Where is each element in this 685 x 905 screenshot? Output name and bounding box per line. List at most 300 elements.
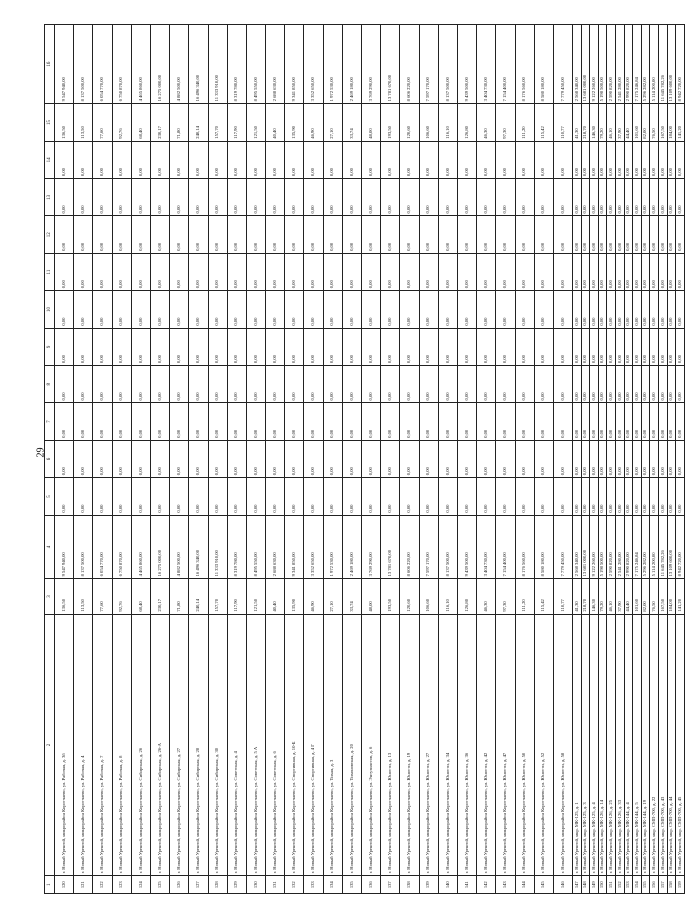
value-cell: 0,00 — [74, 440, 93, 477]
value-cell: 3 769 290,00 — [362, 515, 381, 579]
value-cell: 82,00 — [641, 104, 650, 141]
value-cell: 0,00 — [304, 291, 323, 328]
value-cell: 7 175 246,84 — [633, 25, 642, 104]
column-header: 1 — [45, 876, 55, 894]
address-cell: г. Новый Уренгой, микрорайон Коротчаево, ул. Спортивная, д. 10-Б — [285, 614, 304, 876]
value-cell: 0,00 — [285, 216, 304, 253]
value-cell: 79,20 — [598, 579, 607, 614]
value-cell: 0,00 — [419, 216, 438, 253]
row-number-cell: 135 — [342, 876, 361, 894]
value-cell: 0,00 — [419, 291, 438, 328]
value-cell: 97,30 — [496, 104, 515, 141]
value-cell: 0,00 — [616, 141, 625, 178]
value-cell: 0,00 — [650, 179, 659, 216]
value-cell: 7 597 170,00 — [419, 25, 438, 104]
value-cell: 2 688 630,00 — [266, 25, 285, 104]
value-cell: 0,00 — [381, 216, 400, 253]
table-row — [496, 25, 515, 894]
value-cell: 0,00 — [400, 141, 419, 178]
address-cell: г. Новый Уренгой, мкр. МК-144, д. 4 — [624, 614, 633, 876]
value-cell: 8 606 220,00 — [400, 25, 419, 104]
value-cell: 0,00 — [477, 179, 496, 216]
value-cell: 218,70 — [581, 579, 590, 614]
value-cell: 77,60 — [93, 104, 112, 141]
address-cell: г. Новый Уренгой, микрорайон Коротчаево, ул. Сибирская, д. 26 — [131, 614, 150, 876]
address-cell: г. Новый Уренгой, микрорайон Коротчаево, ул. Рабочая, д. 3б — [55, 614, 74, 876]
value-cell: 0,00 — [553, 478, 572, 515]
value-cell: 0,00 — [581, 440, 590, 477]
row-number-cell: 153 — [624, 876, 633, 894]
value-cell: 2 990 820,00 — [624, 515, 633, 579]
value-cell: 0,00 — [362, 216, 381, 253]
address-cell: г. Новый Уренгой, мкр. СМП-700, д. 44 — [667, 614, 676, 876]
address-cell: г. Новый Уренгой, микрорайон Коротчаево, ул. Рабочая, д. 7 — [93, 614, 112, 876]
value-cell: 6 054 770,00 — [93, 515, 112, 579]
value-cell: 106,60 — [419, 104, 438, 141]
value-cell: 5 198 500,00 — [598, 515, 607, 579]
value-cell: 0,00 — [150, 366, 169, 403]
value-cell: 0,00 — [581, 141, 590, 178]
address-cell: г. Новый Уренгой, микрорайон Коротчаево, ул. Сибирская, д. 30 — [208, 614, 227, 876]
value-cell: 0,00 — [633, 328, 642, 365]
value-cell: 0,00 — [150, 291, 169, 328]
value-cell: 2 990 820,00 — [624, 25, 633, 104]
row-number-cell: 141 — [457, 876, 476, 894]
value-cell: 0,00 — [131, 253, 150, 290]
value-cell: 0,00 — [323, 179, 342, 216]
value-cell: 0,00 — [659, 291, 668, 328]
value-cell: 0,00 — [553, 366, 572, 403]
value-cell: 0,00 — [534, 179, 553, 216]
value-cell: 0,00 — [624, 366, 633, 403]
value-cell: 16 496 340,00 — [189, 515, 208, 579]
value-cell: 0,00 — [598, 403, 607, 440]
value-cell: 184,00 — [667, 104, 676, 141]
value-cell: 0,00 — [667, 403, 676, 440]
value-cell: 0,00 — [438, 366, 457, 403]
row-number-cell: 148 — [581, 876, 590, 894]
value-cell: 0,00 — [598, 291, 607, 328]
value-cell: 8 137 500,00 — [438, 515, 457, 579]
value-cell: 13 109 600,00 — [667, 515, 676, 579]
value-cell: 9 439 500,00 — [457, 515, 476, 579]
value-cell: 0,00 — [150, 253, 169, 290]
row-number-cell: 133 — [304, 876, 323, 894]
value-cell: 0,00 — [285, 440, 304, 477]
value-cell: 0,00 — [607, 478, 616, 515]
value-cell: 0,00 — [227, 328, 246, 365]
value-cell: 111,20 — [515, 579, 534, 614]
table-row — [607, 25, 616, 894]
column-header: 7 — [45, 403, 55, 440]
value-cell: 0,00 — [659, 141, 668, 178]
value-cell: 0,00 — [496, 141, 515, 178]
value-cell: 2 541 280,00 — [616, 515, 625, 579]
value-cell: 0,00 — [93, 216, 112, 253]
value-cell: 0,00 — [93, 366, 112, 403]
value-cell: 0,00 — [496, 403, 515, 440]
address-cell: г. Новый Уренгой, микрорайон Коротчаево, ул. Спортивная, д. 4 Г — [304, 614, 323, 876]
value-cell: 0,00 — [246, 216, 265, 253]
value-cell: 9 439 500,00 — [457, 25, 476, 104]
value-cell: 0,00 — [150, 440, 169, 477]
address-cell: г. Новый Уренгой, мкр. МК-144, д. 19 — [641, 614, 650, 876]
value-cell: 0,00 — [227, 216, 246, 253]
value-cell: 33,74 — [342, 579, 361, 614]
value-cell: 0,00 — [342, 478, 361, 515]
value-cell: 4 465 860,00 — [131, 25, 150, 104]
value-cell: 0,00 — [74, 291, 93, 328]
value-cell: 0,00 — [131, 440, 150, 477]
value-cell: 0,00 — [477, 253, 496, 290]
value-cell: 0,00 — [457, 478, 476, 515]
value-cell: 0,00 — [227, 440, 246, 477]
value-cell: 5 296 282,00 — [641, 25, 650, 104]
value-cell: 71,80 — [170, 104, 189, 141]
value-cell: 0,00 — [676, 291, 685, 328]
table-row — [170, 25, 189, 894]
value-cell: 41,30 — [573, 104, 582, 141]
value-cell: 0,00 — [150, 328, 169, 365]
value-cell: 0,00 — [170, 403, 189, 440]
value-cell: 0,00 — [616, 179, 625, 216]
row-number-cell: 140 — [438, 876, 457, 894]
value-cell: 0,00 — [553, 328, 572, 365]
value-cell: 0,00 — [607, 366, 616, 403]
value-cell: 0,00 — [419, 179, 438, 216]
value-cell: 0,00 — [581, 366, 590, 403]
value-cell: 0,00 — [641, 366, 650, 403]
value-cell: 0,00 — [419, 440, 438, 477]
value-cell: 230,17 — [150, 104, 169, 141]
value-cell: 0,00 — [659, 328, 668, 365]
value-cell: 0,00 — [170, 478, 189, 515]
value-cell: 146,30 — [590, 579, 599, 614]
address-cell: г. Новый Уренгой, микрорайон Коротчаево, ул. Советская, д. 4 — [227, 614, 246, 876]
column-header: 8 — [45, 366, 55, 403]
value-cell: 0,00 — [633, 253, 642, 290]
value-cell: 9 547 940,00 — [55, 25, 74, 104]
value-cell: 0,00 — [607, 440, 616, 477]
row-number-cell: 147 — [573, 876, 582, 894]
value-cell: 11 645 782,26 — [659, 25, 668, 104]
value-cell: 167,50 — [659, 104, 668, 141]
table-row — [419, 25, 438, 894]
value-cell: 8 137 500,00 — [74, 515, 93, 579]
value-cell: 0,00 — [170, 141, 189, 178]
value-cell: 0,00 — [590, 179, 599, 216]
value-cell: 0,00 — [534, 291, 553, 328]
value-cell: 0,00 — [381, 366, 400, 403]
table-row — [266, 25, 285, 894]
address-cell: г. Новый Уренгой, микрорайон Коротчаево, ул. Энтузиастов, д. 6 — [362, 614, 381, 876]
value-cell: 0,00 — [616, 366, 625, 403]
column-header: 4 — [45, 515, 55, 579]
value-cell: 0,00 — [676, 216, 685, 253]
value-cell: 0,00 — [323, 403, 342, 440]
value-cell: 0,00 — [170, 179, 189, 216]
value-cell: 0,00 — [304, 403, 323, 440]
table-row — [381, 25, 400, 894]
value-cell: 0,00 — [667, 328, 676, 365]
value-cell: 101,60 — [633, 579, 642, 614]
value-cell: 0,00 — [633, 179, 642, 216]
value-cell: 0,00 — [457, 253, 476, 290]
table-row — [304, 25, 323, 894]
value-cell: 0,00 — [477, 366, 496, 403]
value-cell: 0,00 — [457, 141, 476, 178]
table-row — [227, 25, 246, 894]
value-cell: 46,90 — [304, 104, 323, 141]
value-cell: 240,14 — [189, 104, 208, 141]
value-cell: 9 341 850,00 — [285, 515, 304, 579]
value-cell: 0,00 — [131, 478, 150, 515]
value-cell: 0,00 — [189, 366, 208, 403]
value-cell: 0,00 — [381, 440, 400, 477]
address-cell: г. Новый Уренгой, мкр. МК-125, д. 3 — [581, 614, 590, 876]
value-cell: 0,00 — [624, 141, 633, 178]
address-cell: г. Новый Уренгой, микрорайон Коротчаево, ул. Юности, д. 13 — [381, 614, 400, 876]
row-number-cell: 125 — [150, 876, 169, 894]
value-cell: 8 137 500,00 — [74, 25, 93, 104]
value-cell: 0,00 — [616, 403, 625, 440]
row-number-cell: 134 — [323, 876, 342, 894]
value-cell: 0,00 — [633, 366, 642, 403]
value-cell: 0,00 — [496, 291, 515, 328]
value-cell: 16 275 000,00 — [150, 25, 169, 104]
value-cell: 40,40 — [266, 579, 285, 614]
value-cell: 0,00 — [438, 141, 457, 178]
value-cell: 0,00 — [381, 179, 400, 216]
value-cell: 0,00 — [496, 366, 515, 403]
column-header: 9 — [45, 328, 55, 365]
address-cell: г. Новый Уренгой, микрорайон Коротчаево, ул. Юности, д. 42 — [477, 614, 496, 876]
value-cell: 0,00 — [189, 440, 208, 477]
value-cell: 0,00 — [598, 141, 607, 178]
value-cell: 0,00 — [208, 179, 227, 216]
table-row — [438, 25, 457, 894]
value-cell: 0,00 — [581, 328, 590, 365]
value-cell: 0,00 — [246, 253, 265, 290]
value-cell: 0,00 — [598, 328, 607, 365]
value-cell: 0,00 — [419, 141, 438, 178]
value-cell: 113,50 — [74, 104, 93, 141]
value-cell: 0,00 — [616, 440, 625, 477]
value-cell: 0,00 — [112, 291, 131, 328]
value-cell: 2 590 820,00 — [607, 515, 616, 579]
value-cell: 0,00 — [362, 291, 381, 328]
address-cell: г. Новый Уренгой, микрорайон Коротчаево, ул. Советская, д. 6 — [266, 614, 285, 876]
value-cell: 0,00 — [534, 478, 553, 515]
address-cell: г. Новый Уренгой, мкр. МК-125, д. 1 — [573, 614, 582, 876]
table-row — [616, 25, 625, 894]
value-cell: 0,00 — [150, 478, 169, 515]
value-cell: 0,00 — [641, 179, 650, 216]
value-cell: 0,00 — [553, 253, 572, 290]
value-cell: 0,00 — [208, 328, 227, 365]
table-row — [189, 25, 208, 894]
value-cell: 0,00 — [624, 216, 633, 253]
value-cell: 101,60 — [633, 104, 642, 141]
value-cell: 0,00 — [189, 403, 208, 440]
value-cell: 0,00 — [362, 328, 381, 365]
value-cell: 8 942 720,00 — [676, 25, 685, 104]
value-cell: 0,00 — [659, 478, 668, 515]
address-cell: г. Новый Уренгой, микрорайон Коротчаево, ул. Юности, д. 36 — [457, 614, 476, 876]
value-cell: 37,90 — [616, 579, 625, 614]
value-cell: 0,00 — [641, 478, 650, 515]
value-cell: 0,00 — [150, 403, 169, 440]
value-cell: 136,50 — [55, 579, 74, 614]
value-cell: 0,00 — [581, 216, 590, 253]
value-cell: 0,00 — [624, 179, 633, 216]
value-cell: 0,00 — [607, 291, 616, 328]
value-cell: 0,00 — [607, 179, 616, 216]
value-cell: 0,00 — [342, 366, 361, 403]
column-header: 3 — [45, 579, 55, 614]
table-row — [477, 25, 496, 894]
page-number: 29 — [35, 447, 47, 458]
value-cell: 0,00 — [573, 179, 582, 216]
row-number-cell: 136 — [362, 876, 381, 894]
value-cell: 0,00 — [667, 216, 676, 253]
table-row — [112, 25, 131, 894]
table-row — [93, 25, 112, 894]
value-cell: 0,00 — [659, 440, 668, 477]
value-cell: 0,00 — [170, 366, 189, 403]
value-cell: 0,00 — [419, 478, 438, 515]
value-cell: 0,00 — [55, 328, 74, 365]
row-number-cell: 144 — [515, 876, 534, 894]
value-cell: 0,00 — [515, 291, 534, 328]
value-cell: 8 319 780,00 — [227, 515, 246, 579]
value-cell: 0,00 — [676, 440, 685, 477]
value-cell: 0,00 — [246, 440, 265, 477]
table-row — [667, 25, 676, 894]
row-number-cell: 155 — [641, 876, 650, 894]
column-number-header-row — [45, 25, 55, 894]
value-cell: 0,00 — [676, 179, 685, 216]
rotated-table-container — [44, 24, 682, 894]
value-cell: 0,00 — [676, 366, 685, 403]
table-row — [457, 25, 476, 894]
value-cell: 0,00 — [534, 366, 553, 403]
table-row — [74, 25, 93, 894]
value-cell: 3 404 730,00 — [477, 25, 496, 104]
value-cell: 0,00 — [581, 253, 590, 290]
value-cell: 0,00 — [150, 216, 169, 253]
value-cell: 0,00 — [285, 328, 304, 365]
value-cell: 46,10 — [607, 104, 616, 141]
value-cell: 0,00 — [266, 366, 285, 403]
value-cell: 8 319 780,00 — [227, 25, 246, 104]
table-row — [641, 25, 650, 894]
value-cell: 0,00 — [624, 478, 633, 515]
value-cell: 0,00 — [74, 366, 93, 403]
value-cell: 0,00 — [227, 141, 246, 178]
value-cell: 1 972 530,00 — [323, 25, 342, 104]
value-cell: 0,00 — [285, 403, 304, 440]
value-cell: 0,00 — [304, 328, 323, 365]
value-cell: 0,00 — [112, 366, 131, 403]
column-header: 5 — [45, 478, 55, 515]
value-cell: 0,00 — [266, 478, 285, 515]
value-cell: 0,00 — [676, 478, 685, 515]
value-cell: 0,00 — [323, 366, 342, 403]
value-cell: 9 122 260,00 — [590, 25, 599, 104]
value-cell: 0,00 — [598, 478, 607, 515]
value-cell: 79,20 — [598, 104, 607, 141]
value-cell: 7 154 400,00 — [496, 25, 515, 104]
value-cell: 0,00 — [624, 328, 633, 365]
value-cell: 0,00 — [515, 141, 534, 178]
address-cell: г. Новый Уренгой, микрорайон Коротчаево, ул. Юности, д. 50 — [515, 614, 534, 876]
value-cell: 1 972 530,00 — [323, 515, 342, 579]
row-number-cell: 149 — [590, 876, 599, 894]
value-cell: 0,00 — [227, 179, 246, 216]
value-cell: 0,00 — [641, 403, 650, 440]
value-cell: 0,00 — [438, 478, 457, 515]
value-cell: 0,00 — [74, 216, 93, 253]
value-cell: 0,00 — [112, 328, 131, 365]
value-cell: 0,00 — [93, 478, 112, 515]
value-cell: 0,00 — [641, 328, 650, 365]
value-cell: 0,00 — [246, 403, 265, 440]
table-row — [633, 25, 642, 894]
value-cell: 0,00 — [323, 291, 342, 328]
value-cell: 0,00 — [553, 403, 572, 440]
value-cell: 11 645 782,26 — [659, 515, 668, 579]
value-cell: 9 341 850,00 — [285, 25, 304, 104]
value-cell: 8 495 550,00 — [246, 515, 265, 579]
value-cell: 0,00 — [189, 216, 208, 253]
table-row — [55, 25, 74, 894]
value-cell: 0,00 — [457, 291, 476, 328]
value-cell: 0,00 — [581, 403, 590, 440]
value-cell: 136,50 — [55, 104, 74, 141]
value-cell: 0,00 — [573, 328, 582, 365]
value-cell: 0,00 — [598, 179, 607, 216]
address-cell: г. Новый Уренгой, микрорайон Коротчаево, ул. Юности, д. 47 — [496, 614, 515, 876]
value-cell: 0,00 — [650, 141, 659, 178]
value-cell: 0,00 — [534, 141, 553, 178]
value-cell: 6 750 870,00 — [112, 25, 131, 104]
address-cell: г. Новый Уренгой, мкр. МК-126, д. 25 — [607, 614, 616, 876]
address-cell: г. Новый Уренгой, мкр. МК-125, д. 4 — [590, 614, 599, 876]
value-cell: 110,77 — [553, 579, 572, 614]
table-row — [598, 25, 607, 894]
value-cell: 141,20 — [676, 104, 685, 141]
value-cell: 0,00 — [189, 478, 208, 515]
value-cell: 0,00 — [266, 328, 285, 365]
value-cell: 0,00 — [598, 366, 607, 403]
value-cell: 0,00 — [419, 403, 438, 440]
table-row — [342, 25, 361, 894]
value-cell: 0,00 — [650, 291, 659, 328]
value-cell: 0,00 — [208, 440, 227, 477]
value-cell: 0,00 — [633, 291, 642, 328]
value-cell: 0,00 — [362, 253, 381, 290]
value-cell: 0,00 — [131, 141, 150, 178]
row-number-cell: 122 — [93, 876, 112, 894]
value-cell: 0,00 — [381, 478, 400, 515]
value-cell: 0,00 — [93, 291, 112, 328]
value-cell: 0,00 — [650, 253, 659, 290]
row-number-cell: 129 — [227, 876, 246, 894]
value-cell: 0,00 — [438, 440, 457, 477]
value-cell: 117,90 — [227, 104, 246, 141]
table-row — [650, 25, 659, 894]
